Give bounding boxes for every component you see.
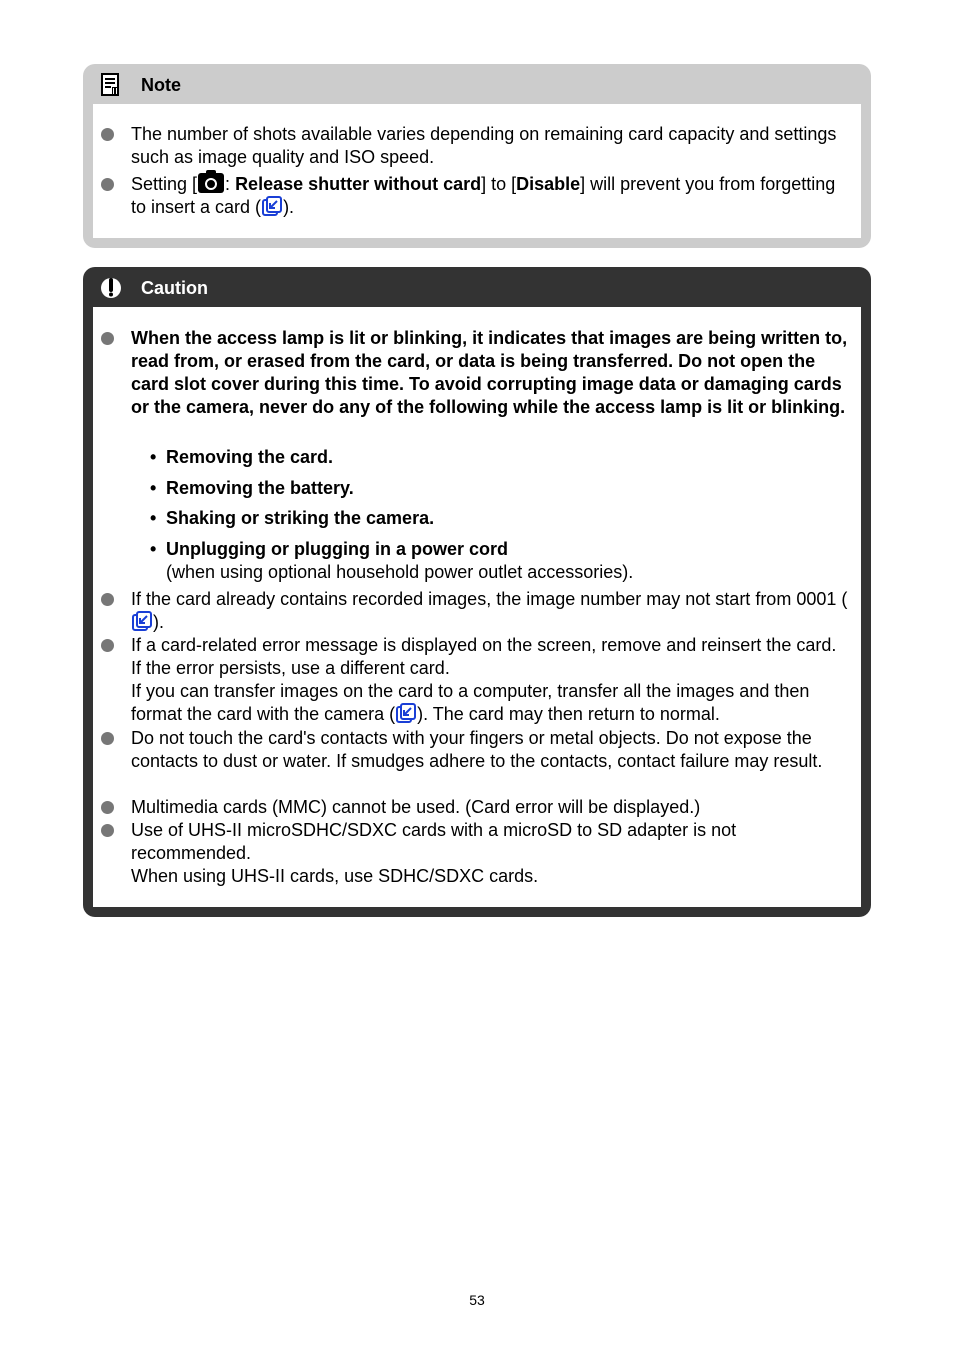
camera-shooting-tab-icon [198,173,224,193]
caution-item: If the card already contains recorded images, the image number may not start from 0001 (). [131,588,851,634]
page-number: 53 [469,1292,485,1308]
note-item: The number of shots available varies depending on remaining card capacity and settings such as image quality and ISO speed. [131,123,851,169]
caution-box [83,267,871,917]
page-link-icon[interactable] [396,703,416,723]
note-header [83,64,871,104]
memo-icon [100,73,122,97]
caution-subitem: • Removing the battery. [166,477,846,500]
caution-item: If a card-related error message is displayed on the screen, remove and reinsert the card. If the error persists, use a different card. If you can transfer images on the card to a computer, transfer all the images and then format the card with the camera ( ). The card may then return to normal. [131,634,851,726]
menu-option-name: Release shutter without card [235,174,482,194]
caution-icon [100,276,122,300]
caution-item: Do not touch the card's contacts with your fingers or metal objects. Do not expose the contacts to dust or water. If smudges adhere to the contacts, contact failure may result. [131,727,851,773]
caution-item: Use of UHS-II microSDHC/SDXC cards with a microSD to SD adapter is not recommended. When using UHS-II cards, use SDHC/SDXC cards. [131,819,851,888]
caution-subitem: • Removing the card. [166,446,846,469]
caution-subnote: (when using optional household power outlet accessories). [166,562,634,582]
note-title: Note [141,75,181,95]
caution-panel [93,307,861,907]
note-box [83,64,871,248]
caution-lead-item: When the access lamp is lit or blinking, it indicates that images are being written to, read from, or erased from the card, or data is being transferred. Do not open the card slot cover during this time. To avoid corrupting image data or damaging cards or the camera, never do any of the following while the access lamp is lit or blinking. [131,327,851,419]
caution-subitem: • Unplugging or plugging in a power cord (when using optional household power outlet accessories). [166,538,846,584]
note-item: Setting [ : Release shutter without card] to [Disable] will prevent you from forgetting to insert a card ( ). [131,173,851,219]
note-panel [93,104,861,238]
page-link-icon[interactable] [262,196,282,216]
caution-header [83,267,871,307]
caution-subitem: • Shaking or striking the camera. [166,507,846,530]
page-link-icon[interactable] [132,611,152,631]
caution-item: Multimedia cards (MMC) cannot be used. (Card error will be displayed.) [131,796,851,819]
menu-option-value: Disable [516,174,581,194]
caution-title: Caution [141,278,208,298]
